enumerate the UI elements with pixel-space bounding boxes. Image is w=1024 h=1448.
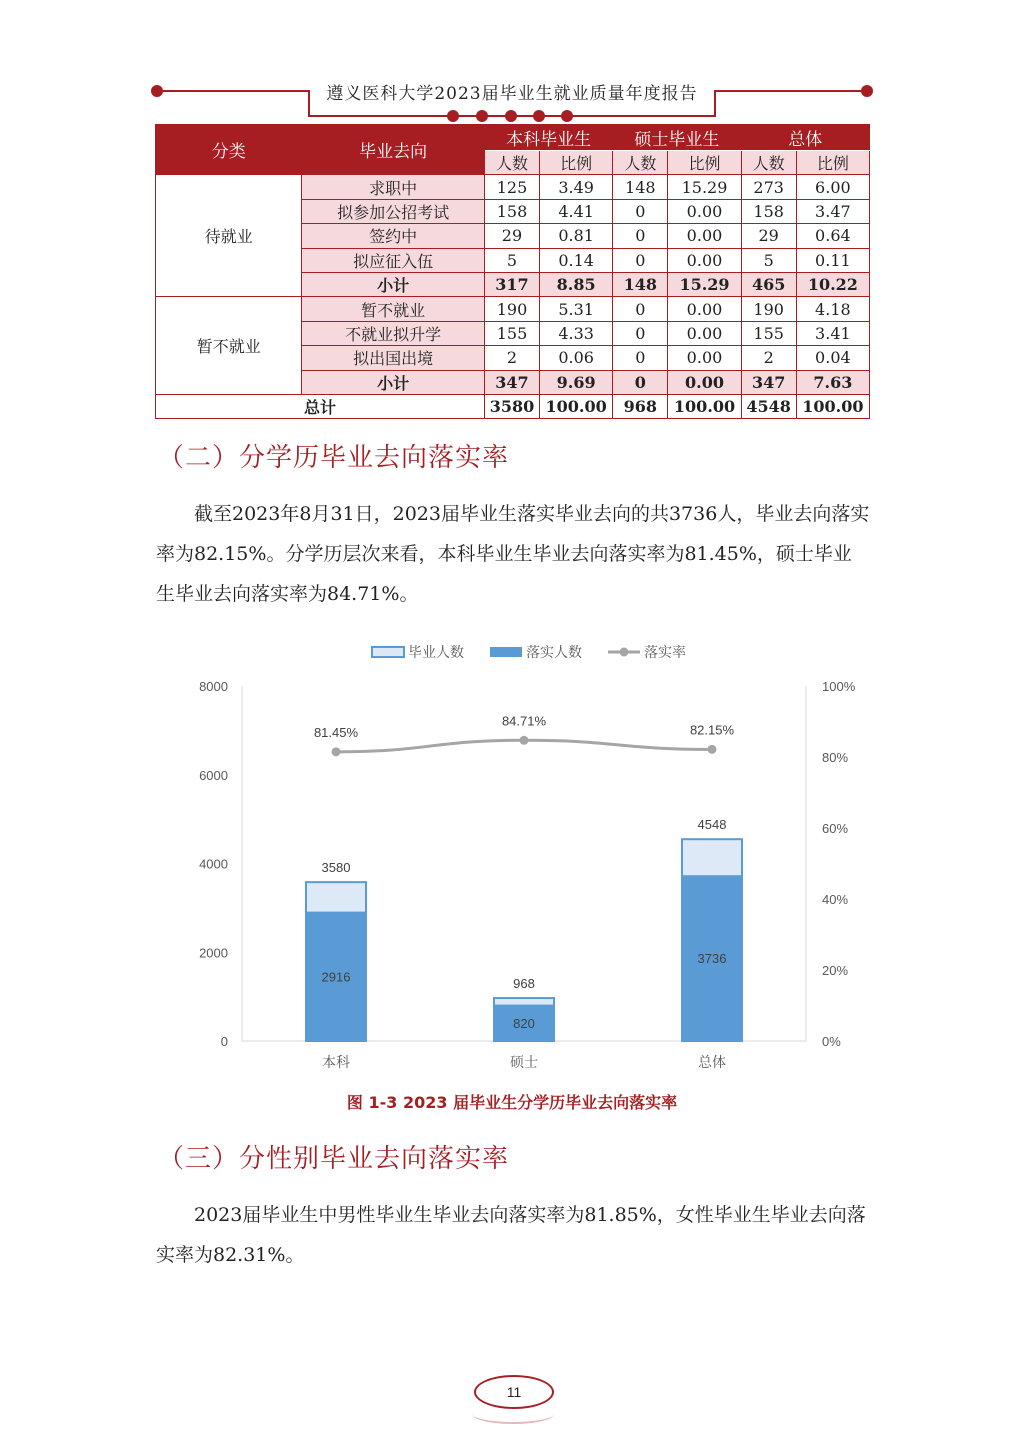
placement-rate-point: [332, 747, 341, 756]
y2-tick-label: 80%: [822, 750, 849, 765]
value-cell: 155: [741, 321, 796, 345]
placed-value-label: 820: [513, 1015, 535, 1031]
table-row: [156, 175, 870, 199]
y-tick-label: 2000: [199, 945, 228, 961]
value-cell: 0.14: [540, 248, 613, 272]
placement-rate-label: 81.45%: [313, 724, 359, 740]
subtotal-value: 10.22: [796, 272, 869, 296]
destination-cell: 拟参加公招考试: [302, 199, 485, 223]
subtotal-value: 0: [613, 370, 668, 394]
destination-cell: 拟出国出境: [302, 346, 485, 370]
header-left-line: [160, 90, 308, 92]
header-count: 人数: [484, 151, 539, 175]
header-right-vertical: [714, 90, 716, 116]
value-cell: 3.47: [796, 199, 869, 223]
value-cell: 0.00: [668, 321, 741, 345]
destination-cell: 求职中: [302, 175, 485, 199]
table-row: [156, 297, 870, 321]
section3-text: 2023届毕业生中男性毕业生毕业去向落实率为81.85%，女性毕业生毕业去向落实率为82.31%。: [156, 1204, 866, 1266]
header-ratio: 比例: [540, 151, 613, 175]
x-tick-label: 本科: [322, 1054, 350, 1070]
total-label: 总计: [156, 394, 485, 418]
value-cell: 4.41: [540, 199, 613, 223]
value-cell: 0.11: [796, 248, 869, 272]
value-cell: 0.64: [796, 224, 869, 248]
y-tick-label: 6000: [199, 767, 228, 783]
section2-heading: （二）分学历毕业去向落实率: [158, 443, 510, 473]
page-number-swoosh: [472, 1404, 554, 1424]
value-cell: 29: [484, 224, 539, 248]
header-deco-dot: [476, 110, 488, 122]
placement-rate-label: 82.15%: [689, 722, 735, 738]
header-ratio: 比例: [668, 151, 741, 175]
value-cell: 158: [741, 199, 796, 223]
header-deco-dot: [447, 110, 459, 122]
value-cell: 0: [613, 248, 668, 272]
legend-rate-label: 落实率: [644, 644, 686, 660]
value-cell: 0.06: [540, 346, 613, 370]
value-cell: 155: [484, 321, 539, 345]
header-count: 人数: [741, 151, 796, 175]
graduates-value-label: 968: [513, 976, 535, 992]
destination-cell: 签约中: [302, 224, 485, 248]
placement-rate-chart: [150, 630, 870, 1080]
header-deco-dot: [561, 110, 573, 122]
value-cell: 4.33: [540, 321, 613, 345]
value-cell: 2: [741, 346, 796, 370]
value-cell: 0: [613, 224, 668, 248]
value-cell: 125: [484, 175, 539, 199]
subtotal-value: 465: [741, 272, 796, 296]
value-cell: 0.00: [668, 297, 741, 321]
value-cell: 0: [613, 199, 668, 223]
subtotal-value: 9.69: [540, 370, 613, 394]
value-cell: 190: [741, 297, 796, 321]
header-deco-dot: [533, 110, 545, 122]
subtotal-value: 7.63: [796, 370, 869, 394]
x-tick-label: 硕士: [510, 1054, 538, 1070]
total-value: 4548: [741, 394, 796, 418]
value-cell: 0.81: [540, 224, 613, 248]
header-destination: 毕业去向: [302, 125, 485, 175]
placed-value-label: 3736: [697, 951, 727, 967]
header-right-line: [714, 90, 864, 92]
y2-tick-label: 40%: [822, 892, 849, 907]
value-cell: 148: [613, 175, 668, 199]
value-cell: 15.29: [668, 175, 741, 199]
category-cell: 暂不就业: [156, 297, 302, 395]
header-count: 人数: [613, 151, 668, 175]
value-cell: 0.00: [668, 224, 741, 248]
page-number: 11: [474, 1375, 554, 1409]
placement-rate-point: [708, 745, 717, 754]
value-cell: 0: [613, 321, 668, 345]
section2-paragraph: [156, 494, 870, 614]
header-group-master: 硕士毕业生: [613, 125, 741, 151]
value-cell: 190: [484, 297, 539, 321]
y2-tick-label: 20%: [822, 963, 849, 978]
y2-tick-label: 60%: [822, 821, 849, 836]
graduates-value-label: 4548: [697, 817, 727, 833]
section3-heading: （三）分性别毕业去向落实率: [158, 1144, 510, 1174]
header-right-dot: [861, 85, 873, 97]
legend-graduates-swatch: [372, 647, 404, 657]
value-cell: 5.31: [540, 297, 613, 321]
legend-placed-label: 落实人数: [526, 644, 582, 660]
placement-rate-point: [520, 736, 529, 745]
value-cell: 3.49: [540, 175, 613, 199]
value-cell: 2: [484, 346, 539, 370]
legend-placed-swatch: [490, 647, 522, 657]
subtotal-value: 8.85: [540, 272, 613, 296]
y2-tick-label: 0%: [822, 1034, 841, 1049]
value-cell: 0.00: [668, 248, 741, 272]
total-value: 3580: [484, 394, 539, 418]
subtotal-label: 小计: [302, 272, 485, 296]
placed-value-label: 2916: [321, 969, 351, 985]
y-tick-label: 8000: [199, 679, 228, 694]
value-cell: 0.00: [668, 346, 741, 370]
section2-text: 截至2023年8月31日，2023届毕业生落实毕业去向的共3736人，毕业去向落实率为82.15%。分学历层次来看，本科毕业生毕业去向落实率为81.45%，硕士毕业生毕业去向落实率为84.71%。: [156, 503, 870, 605]
header-ratio: 比例: [796, 151, 869, 175]
section3-paragraph: [156, 1195, 870, 1275]
subtotal-value: 15.29: [668, 272, 741, 296]
destination-cell: 不就业拟升学: [302, 321, 485, 345]
value-cell: 0.04: [796, 346, 869, 370]
value-cell: 0: [613, 346, 668, 370]
value-cell: 5: [484, 248, 539, 272]
legend-rate-marker: [620, 648, 629, 657]
value-cell: 5: [741, 248, 796, 272]
total-value: 968: [613, 394, 668, 418]
y2-tick-label: 100%: [822, 679, 856, 694]
destination-cell: 暂不就业: [302, 297, 485, 321]
subtotal-value: 317: [484, 272, 539, 296]
header-deco-dot: [505, 110, 517, 122]
value-cell: 29: [741, 224, 796, 248]
value-cell: 0.00: [668, 199, 741, 223]
destination-cell: 拟应征入伍: [302, 248, 485, 272]
total-row: [156, 394, 870, 418]
value-cell: 158: [484, 199, 539, 223]
header-group-total: 总体: [741, 125, 869, 151]
value-cell: 6.00: [796, 175, 869, 199]
placement-rate-label: 84.71%: [501, 713, 547, 729]
category-cell: 待就业: [156, 175, 302, 297]
value-cell: 3.41: [796, 321, 869, 345]
header-group-undergrad: 本科毕业生: [484, 125, 612, 151]
legend-graduates-label: 毕业人数: [408, 644, 464, 660]
total-value: 100.00: [540, 394, 613, 418]
header-category: 分类: [156, 125, 302, 175]
y-tick-label: 4000: [199, 856, 228, 872]
x-tick-label: 总体: [698, 1054, 726, 1070]
y-tick-label: 0: [220, 1034, 228, 1049]
subtotal-value: 148: [613, 272, 668, 296]
report-title: 遵义医科大学2023届毕业生就业质量年度报告: [326, 84, 698, 104]
total-value: 100.00: [668, 394, 741, 418]
graduates-value-label: 3580: [321, 860, 351, 876]
subtotal-value: 347: [484, 370, 539, 394]
destination-table: [155, 124, 870, 419]
figure-caption: 图 1-3 2023 届毕业生分学历毕业去向落实率: [346, 1093, 678, 1112]
value-cell: 4.18: [796, 297, 869, 321]
total-value: 100.00: [796, 394, 869, 418]
subtotal-value: 0.00: [668, 370, 741, 394]
value-cell: 273: [741, 175, 796, 199]
value-cell: 0: [613, 297, 668, 321]
subtotal-label: 小计: [302, 370, 485, 394]
subtotal-value: 347: [741, 370, 796, 394]
